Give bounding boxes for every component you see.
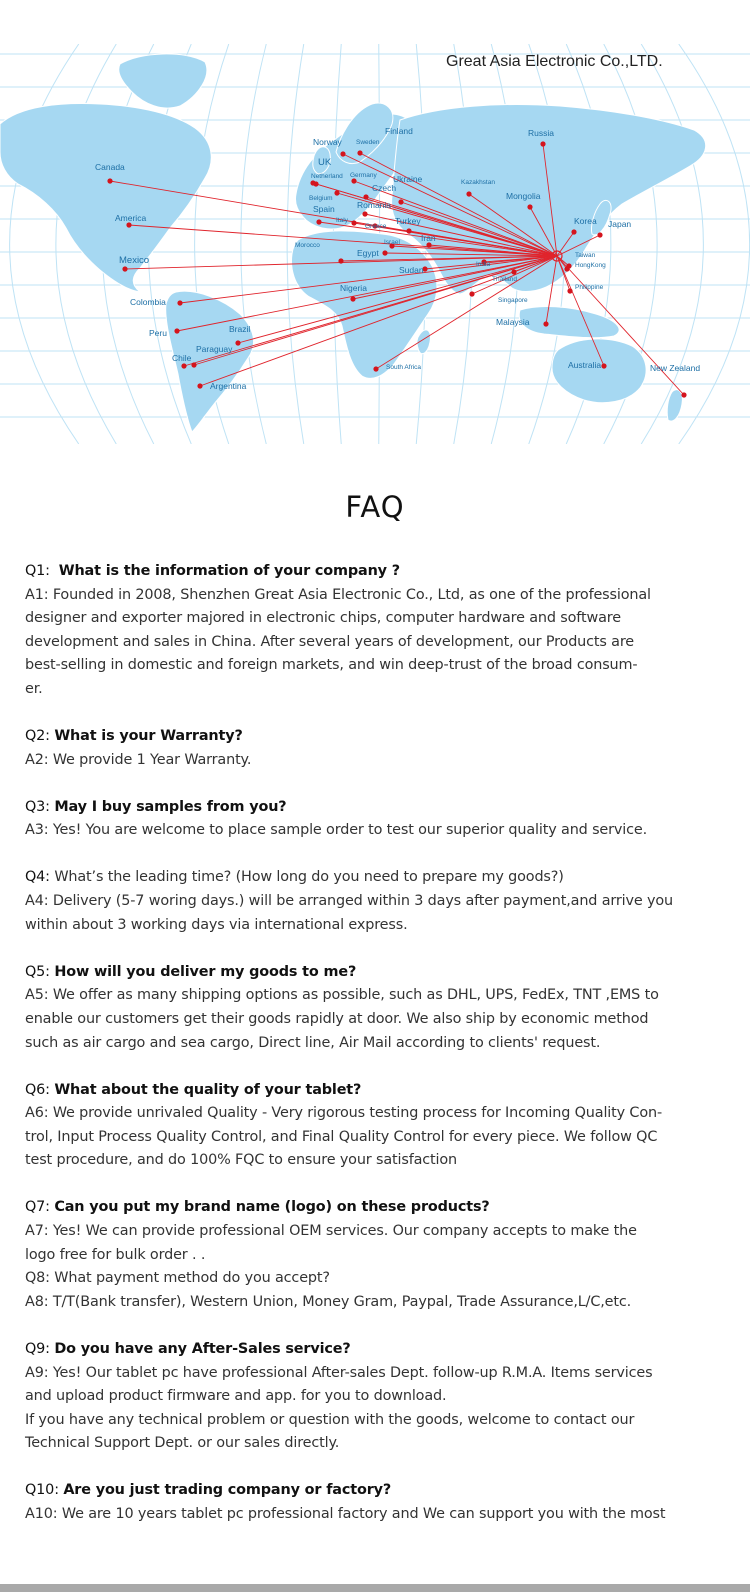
city-label: Finland	[385, 126, 413, 136]
city-dot	[406, 228, 411, 233]
faq-item	[25, 1196, 725, 1314]
city-label: Norway	[313, 137, 342, 147]
faq-question-text: What about the quality of your tablet?	[54, 1081, 362, 1098]
city-label: Russia	[528, 128, 554, 138]
faq-question	[25, 796, 725, 820]
city-dot	[382, 250, 387, 255]
city-dot	[235, 340, 240, 345]
city-label: Argentina	[210, 381, 247, 391]
city-label: Czech	[372, 183, 397, 193]
faq-question-label: Q3:	[25, 798, 55, 815]
city-label: New Zealand	[650, 363, 701, 373]
greenland-shape	[119, 54, 207, 108]
faq-answer-line: A9: Yes! Our tablet pc have professional After-sales Dept. follow-up R.M.A. Items services	[25, 1364, 653, 1381]
faq-question	[25, 961, 725, 985]
city-dot	[357, 150, 362, 155]
city-label: Ukraine	[393, 174, 423, 184]
city-label: Australia	[568, 360, 602, 370]
city-dot	[351, 178, 356, 183]
faq-answer-line: A4: Delivery (5-7 woring days.) will be arranged within 3 days after payment,and arrive you	[25, 893, 673, 910]
city-label: Sudan	[399, 265, 424, 275]
faq-item	[25, 1079, 725, 1173]
faq-answer-line: A5: We offer as many shipping options as possible, such as DHL, UPS, FedEx, TNT ,EMS to	[25, 987, 659, 1004]
faq-answer-line: trol, Input Process Quality Control, and Final Quality Control for every piece. We follow QC	[25, 1128, 658, 1145]
city-dot	[543, 321, 548, 326]
company-name: Great Asia Electronic Co.,LTD.	[446, 53, 663, 70]
faq-answer-line: enable our customers get their goods rapidly at door. We also ship by economic method	[25, 1010, 649, 1027]
city-label: Nigeria	[340, 283, 367, 293]
faq-title: FAQ	[345, 490, 405, 524]
city-dot	[373, 366, 378, 371]
city-dot	[469, 291, 474, 296]
faq-question-text: Do you have any After-Sales service?	[54, 1340, 351, 1357]
faq-answer-line: test procedure, and do 100% FQC to ensure your satisfaction	[25, 1152, 458, 1169]
city-label: Spain	[313, 204, 335, 214]
faq-answer-line: A1: Founded in 2008, Shenzhen Great Asia Electronic Co., Ltd, as one of the professional	[25, 586, 651, 603]
city-label: Singapore	[498, 297, 528, 304]
faq-item	[25, 796, 725, 843]
faq-question-text: What is the information of your company ?	[58, 563, 400, 579]
city-dot	[177, 300, 182, 305]
faq-question-text: What’s the leading time? (How long do you need to prepare my goods?)	[54, 869, 564, 886]
city-dot	[197, 383, 202, 388]
city-dot	[122, 266, 127, 271]
city-dot	[126, 222, 131, 227]
city-dot	[181, 363, 186, 368]
faq-question	[25, 1196, 725, 1220]
faq-answer-line: A2: We provide 1 Year Warranty.	[25, 751, 252, 768]
faq-answer-line: Technical Support Dept. or our sales directly.	[25, 1435, 340, 1452]
city-dot	[571, 229, 576, 234]
city-label: Brazil	[229, 324, 251, 334]
city-dot	[340, 151, 345, 156]
city-label: South Africa	[386, 364, 422, 371]
faq-answer-line: Q8: What payment method do you accept?	[25, 1270, 330, 1287]
city-label: UK	[318, 157, 332, 168]
city-label: India	[476, 261, 491, 268]
city-label: Malaysia	[496, 317, 530, 327]
faq-question	[25, 1338, 725, 1362]
faq-answer-line: designer and exporter majored in electronic chips, computer hardware and software	[25, 610, 621, 627]
city-dot	[511, 269, 516, 274]
faq-answer-line: A6: We provide unrivaled Quality - Very rigorous testing process for Incoming Quality Con-	[25, 1105, 662, 1122]
city-label: Canada	[95, 162, 125, 172]
faq-answer-line: er.	[25, 680, 43, 697]
city-label: Peru	[149, 328, 167, 338]
faq-question	[25, 1479, 725, 1503]
city-dot	[564, 266, 569, 271]
faq-question-label: Q2:	[25, 728, 55, 745]
faq-answer-line: A7: Yes! We can provide professional OEM services. Our company accepts to make the	[25, 1223, 637, 1240]
city-dot	[601, 363, 606, 368]
faq-question-text: Can you put my brand name (logo) on these products?	[54, 1199, 490, 1216]
city-label: Israel	[384, 239, 400, 246]
faq-item	[25, 866, 725, 937]
city-label: Egypt	[357, 248, 379, 258]
city-label: Romania	[357, 200, 392, 210]
city-dot	[334, 190, 339, 195]
city-label: Sweden	[356, 139, 380, 146]
city-label: Italy	[336, 217, 348, 224]
north-america-shape	[0, 104, 211, 292]
city-label: Japan	[608, 219, 632, 229]
city-label: Mexico	[119, 255, 150, 266]
world-map	[0, 44, 750, 444]
city-label: Philippine	[575, 284, 604, 291]
faq-answer-line: such as air cargo and sea cargo, Direct line, Air Mail according to clients' request.	[25, 1034, 601, 1051]
city-label: Netherland	[311, 173, 343, 180]
faq-question	[25, 560, 725, 584]
world-map-section	[0, 44, 750, 444]
faq-question-label: Q1:	[25, 563, 59, 579]
faq-answer-line: within about 3 working days via international express.	[25, 916, 408, 933]
city-dot	[567, 288, 572, 293]
city-label: Morocco	[295, 242, 320, 249]
map-landmasses	[0, 54, 706, 432]
city-label: Korea	[574, 216, 597, 226]
faq-question-label: Q5:	[25, 963, 55, 980]
faq-question-label: Q4:	[25, 869, 55, 886]
faq-answer-line: A8: T/T(Bank transfer), Western Union, Money Gram, Paypal, Trade Assurance,L/C,etc.	[25, 1293, 632, 1310]
faq-item	[25, 725, 725, 772]
city-dot	[466, 191, 471, 196]
city-dot	[362, 211, 367, 216]
city-dot	[338, 258, 343, 263]
faq-item	[25, 1338, 725, 1456]
city-label: Kazakhstan	[461, 179, 495, 186]
city-dot	[174, 328, 179, 333]
city-label: Paraguay	[196, 344, 233, 354]
city-label: Greece	[365, 223, 387, 230]
faq-answer-line: If you have any technical problem or question with the goods, welcome to contact our	[25, 1411, 635, 1428]
city-dot	[398, 199, 403, 204]
faq-question-text: Are you just trading company or factory?	[63, 1482, 392, 1499]
southeast-asia-islands-shape	[519, 307, 619, 338]
faq-question-label: Q9:	[25, 1340, 55, 1357]
faq-question-label: Q6:	[25, 1081, 55, 1098]
city-dot	[310, 180, 315, 185]
faq-answer-line: A3: Yes! You are welcome to place sample order to test our superior quality and service.	[25, 822, 647, 839]
faq-question-text: May I buy samples from you?	[54, 798, 287, 815]
faq-question-label: Q10:	[25, 1482, 64, 1499]
city-label: Colombia	[130, 297, 166, 307]
city-label: Mongolia	[506, 191, 541, 201]
faq-item	[25, 961, 725, 1055]
city-dot	[191, 362, 196, 367]
faq-answer-line: and upload product firmware and app. for you to download.	[25, 1388, 447, 1405]
faq-answer-line: logo free for bulk order . .	[25, 1246, 206, 1263]
city-dot	[363, 194, 368, 199]
city-dot	[316, 219, 321, 224]
faq-question	[25, 1079, 725, 1103]
new-zealand-shape	[667, 390, 682, 421]
city-dot	[681, 392, 686, 397]
australia-shape	[552, 339, 646, 403]
city-dot	[540, 141, 545, 146]
faq-answer-line: development and sales in China. After several years of development, our Products are	[25, 633, 635, 650]
city-label: Chile	[172, 353, 192, 363]
city-label: HongKong	[575, 262, 606, 269]
faq-question	[25, 866, 725, 890]
city-label: Belgium	[309, 195, 333, 202]
city-label: Turkey	[395, 216, 421, 226]
faq-item	[25, 560, 725, 702]
footer-bar	[0, 1584, 750, 1592]
city-dot	[597, 232, 602, 237]
faq-answer-line: A10: We are 10 years tablet pc professional factory and We can support you with the most	[25, 1506, 666, 1522]
city-label: Iran	[421, 233, 436, 243]
faq-question-text: What is your Warranty?	[54, 728, 243, 745]
faq-item	[25, 1479, 725, 1526]
faq-question-label: Q7:	[25, 1199, 55, 1216]
city-label: Germany	[350, 172, 377, 179]
city-dot	[426, 242, 431, 247]
city-dot	[527, 204, 532, 209]
city-dot	[351, 220, 356, 225]
faq-question-text: How will you deliver my goods to me?	[54, 963, 357, 980]
city-dot	[350, 296, 355, 301]
city-dot	[107, 178, 112, 183]
faq-list	[25, 560, 725, 1550]
faq-question	[25, 725, 725, 749]
city-label: America	[115, 213, 147, 223]
city-label: Taiwan	[575, 252, 596, 259]
city-label: Thailand	[492, 276, 517, 283]
faq-answer-line: best-selling in domestic and foreign markets, and win deep-trust of the broad consum-	[25, 657, 638, 674]
